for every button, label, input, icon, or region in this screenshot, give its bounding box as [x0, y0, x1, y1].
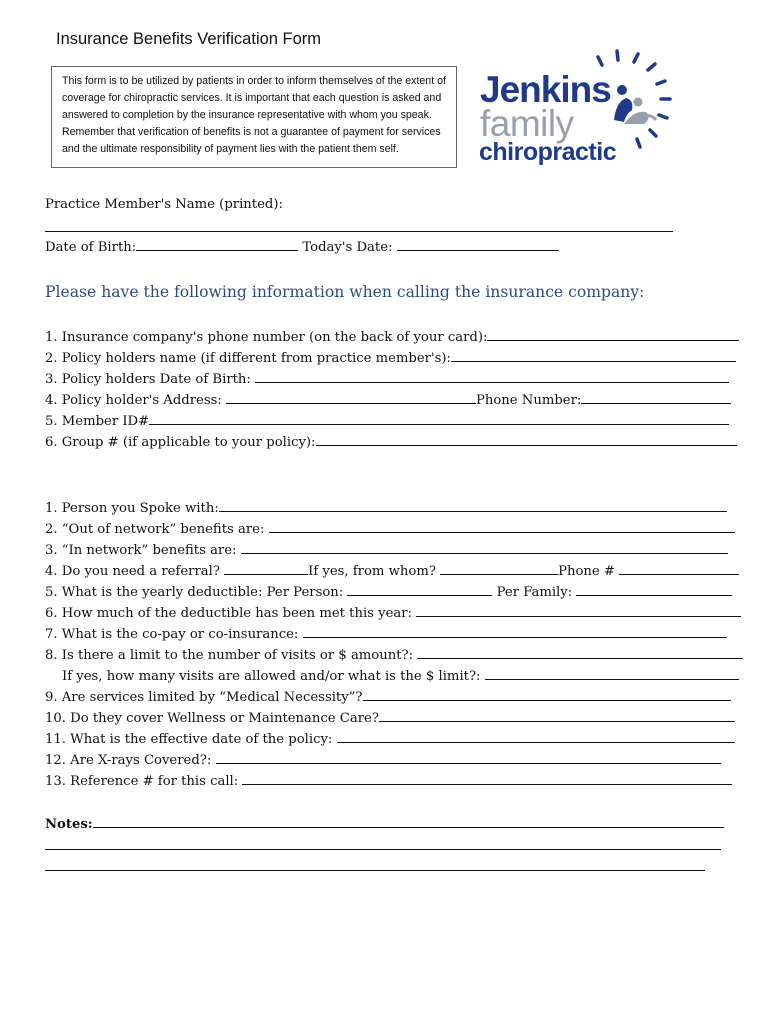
question-label: 5. Member ID#	[45, 414, 150, 429]
question-label: 1. Insurance company's phone number (on the back of your card):	[45, 330, 488, 345]
referral-field[interactable]	[224, 562, 308, 575]
question-label: Per Family:	[496, 585, 573, 600]
question-label: If yes, from whom?	[308, 564, 436, 579]
question-label: 4. Do you need a referral?	[45, 564, 220, 579]
policy-holder-dob-field[interactable]	[255, 370, 729, 383]
question-label: 9. Are services limited by “Medical Necessity”?	[45, 690, 363, 705]
notes-line[interactable]	[45, 849, 721, 850]
question-row	[45, 391, 731, 410]
question-label: 6. How much of the deductible has been met this year:	[45, 606, 412, 621]
question-row	[45, 349, 736, 368]
question-label: 7. What is the co-pay or co-insurance:	[45, 627, 299, 642]
intro-line: coverage for chiropractic services. It is important that each question is asked and	[62, 92, 442, 104]
intro-line: This form is to be utilized by patients in order to inform themselves of the extent of	[62, 75, 446, 87]
question-label: 1. Person you Spoke with:	[45, 501, 219, 516]
question-label: If yes, how many visits are allowed and/or what is the $ limit?:	[62, 669, 481, 684]
deductible-met-field[interactable]	[416, 604, 741, 617]
intro-line: and the ultimate responsibility of payment lies with the patient them self.	[62, 143, 399, 155]
question-label: Phone Number:	[476, 393, 582, 408]
deductible-per-family-field[interactable]	[576, 583, 732, 596]
visit-limit-detail-field[interactable]	[485, 667, 739, 680]
policy-holder-name-field[interactable]	[451, 349, 736, 362]
section-heading: Please have the following information when calling the insurance company:	[45, 283, 645, 301]
out-of-network-field[interactable]	[269, 520, 735, 533]
effective-date-field[interactable]	[337, 730, 735, 743]
question-label: 2. “Out of network” benefits are:	[45, 522, 265, 537]
question-label: 4. Policy holder's Address:	[45, 393, 222, 408]
notes-field[interactable]	[93, 815, 724, 828]
insurance-phone-field[interactable]	[487, 328, 739, 341]
question-row	[45, 328, 739, 347]
logo-text-family: family	[480, 103, 574, 144]
people-figure-icon	[614, 85, 656, 124]
question-row	[45, 646, 743, 665]
question-row	[45, 412, 729, 431]
logo-text-chiropractic: chiropractic	[479, 138, 617, 166]
question-label: 10. Do they cover Wellness or Maintenance Care?	[45, 711, 379, 726]
question-row	[45, 751, 721, 770]
dob-field[interactable]	[136, 238, 298, 251]
intro-box	[51, 66, 457, 168]
question-row	[45, 433, 737, 452]
referral-from-field[interactable]	[440, 562, 558, 575]
question-row	[45, 562, 739, 581]
question-row	[45, 772, 732, 791]
copay-field[interactable]	[303, 625, 727, 638]
wellness-care-field[interactable]	[379, 709, 735, 722]
referral-phone-field[interactable]	[619, 562, 739, 575]
medical-necessity-field[interactable]	[363, 688, 731, 701]
todays-date-label: Today's Date:	[302, 240, 393, 255]
intro-line: Remember that verification of benefits is not a guarantee of payment for services	[62, 126, 441, 138]
question-row	[45, 583, 732, 602]
question-row	[45, 730, 735, 749]
group-number-field[interactable]	[316, 433, 737, 446]
question-row	[45, 625, 727, 644]
xrays-covered-field[interactable]	[216, 751, 721, 764]
notes-row	[45, 815, 724, 834]
reference-number-field[interactable]	[242, 772, 732, 785]
question-row	[45, 688, 731, 707]
policy-holder-phone-field[interactable]	[581, 391, 731, 404]
question-row	[45, 499, 727, 518]
visit-limit-field[interactable]	[417, 646, 743, 659]
notes-line[interactable]	[45, 870, 705, 871]
member-name-label: Practice Member's Name (printed):	[45, 197, 283, 212]
question-label: 8. Is there a limit to the number of visits or $ amount?:	[45, 648, 414, 663]
question-row	[45, 520, 735, 539]
policy-holder-address-field[interactable]	[226, 391, 476, 404]
question-label: 11. What is the effective date of the policy:	[45, 732, 333, 747]
question-label: 13. Reference # for this call:	[45, 774, 239, 789]
member-id-field[interactable]	[149, 412, 729, 425]
dob-row	[45, 238, 559, 257]
question-row	[45, 709, 735, 728]
question-row	[45, 604, 741, 623]
dob-label: Date of Birth:	[45, 240, 137, 255]
member-name-field[interactable]	[45, 231, 673, 232]
question-label: Phone #	[558, 564, 615, 579]
question-row	[45, 541, 728, 560]
question-row	[62, 667, 739, 686]
question-row	[45, 370, 729, 389]
notes-label: Notes:	[45, 817, 93, 832]
form-title: Insurance Benefits Verification Form	[56, 30, 322, 48]
todays-date-field[interactable]	[397, 238, 559, 251]
logo-text-jenkins: Jenkins	[480, 69, 611, 110]
logo	[474, 48, 684, 178]
person-spoke-with-field[interactable]	[219, 499, 727, 512]
question-label: 12. Are X-rays Covered?:	[45, 753, 212, 768]
question-label: 6. Group # (if applicable to your policy):	[45, 435, 316, 450]
question-label: 5. What is the yearly deductible: Per Person:	[45, 585, 344, 600]
intro-line: answered to completion by the insurance representative with whom you speak.	[62, 109, 432, 121]
question-label: 3. “In network” benefits are:	[45, 543, 237, 558]
question-label: 2. Policy holders name (if different from practice member's):	[45, 351, 451, 366]
deductible-per-person-field[interactable]	[347, 583, 492, 596]
question-label: 3. Policy holders Date of Birth:	[45, 372, 251, 387]
in-network-field[interactable]	[241, 541, 728, 554]
